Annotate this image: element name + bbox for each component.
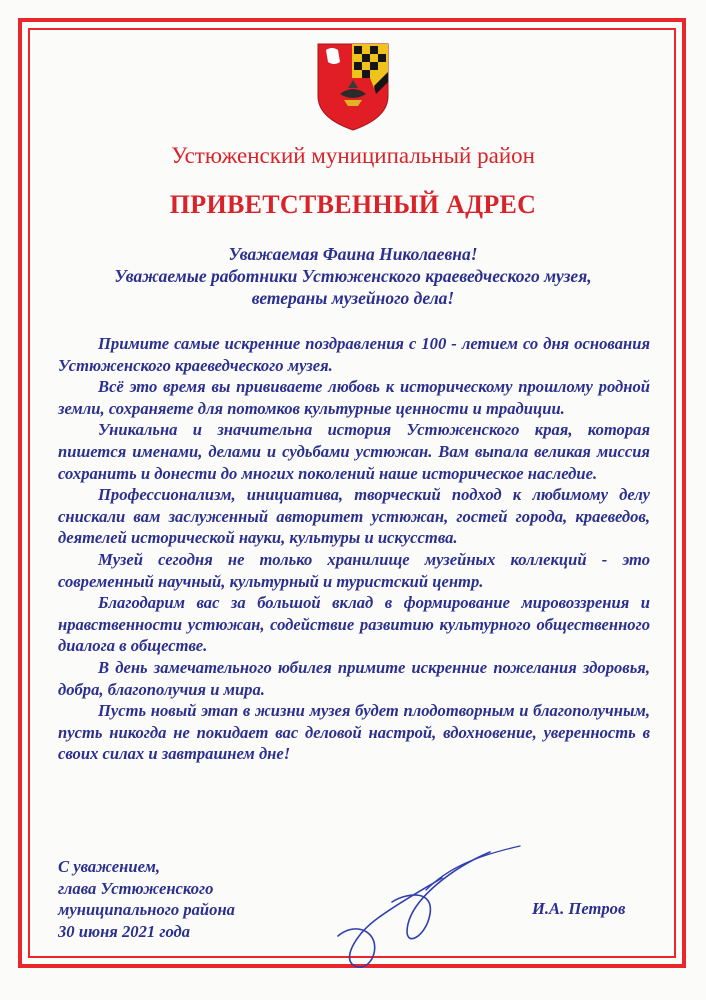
body-paragraph: В день замечательного юбилея примите искренние пожелания здоровья, добра, благополучия и мира.: [58, 657, 650, 699]
document-date: 30 июня 2021 года: [58, 921, 191, 941]
handwritten-signature: [330, 838, 540, 978]
greeting-line: Уважаемая Фаина Николаевна!: [228, 244, 478, 264]
greeting-line: ветераны музейного дела!: [251, 288, 455, 308]
body-paragraph: Примите самые искренние поздравления с 100 - летием со дня основания Устюженского краеведческого музея.: [58, 334, 650, 375]
signer-name: И.А. Петров: [532, 899, 626, 918]
body-paragraph: Музей сегодня не только хранилище музейных коллекций - это современный научный, культурный и туристский центр.: [58, 549, 650, 591]
district-name: Устюженский муниципальный район: [171, 143, 535, 168]
body-paragraph: Профессионализм, инициатива, творческий подход к любимому делу снискали вам заслуженный авторитет устюжан, гостей города, краеведов, деятелей исторической науки, культуры и искусства.: [58, 485, 650, 548]
closing-line: муниципального района: [58, 900, 235, 920]
body-paragraph: Пусть новый этап в жизни музея будет плодотворным и благополучным, пусть никогда не покидает вас деловой настрой, вдохновение, уверенность в своих силах и завтрашнем дне!: [58, 701, 650, 764]
body-paragraph: Благодарим вас за большой вклад в формирование мировоззрения и нравственности устюжан, содействие развитию культурного общественного диалога в обществе.: [58, 593, 650, 656]
greeting: [60, 243, 646, 309]
closing-line: С уважением,: [58, 857, 161, 876]
body-paragraph: Уникальна и значительна история Устюженского края, которая пишется именами, делами и судьбами устюжан. Вам выпала великая миссия сохранить и донести до многих поколений наше историческое наследие.: [58, 420, 650, 483]
address-body: [58, 333, 650, 765]
closing-block: [58, 856, 235, 942]
body-paragraph: Всё это время вы прививаете любовь к историческому прошлому родной земли, сохраняете для потомков культурные ценности и традиции.: [58, 377, 650, 418]
coat-of-arms-icon: [314, 40, 392, 132]
document-title: ПРИВЕТСТВЕННЫЙ АДРЕС: [169, 190, 537, 219]
greeting-line: Уважаемые работники Устюженского краеведческого музея,: [114, 266, 592, 286]
closing-line: глава Устюженского: [58, 878, 214, 898]
